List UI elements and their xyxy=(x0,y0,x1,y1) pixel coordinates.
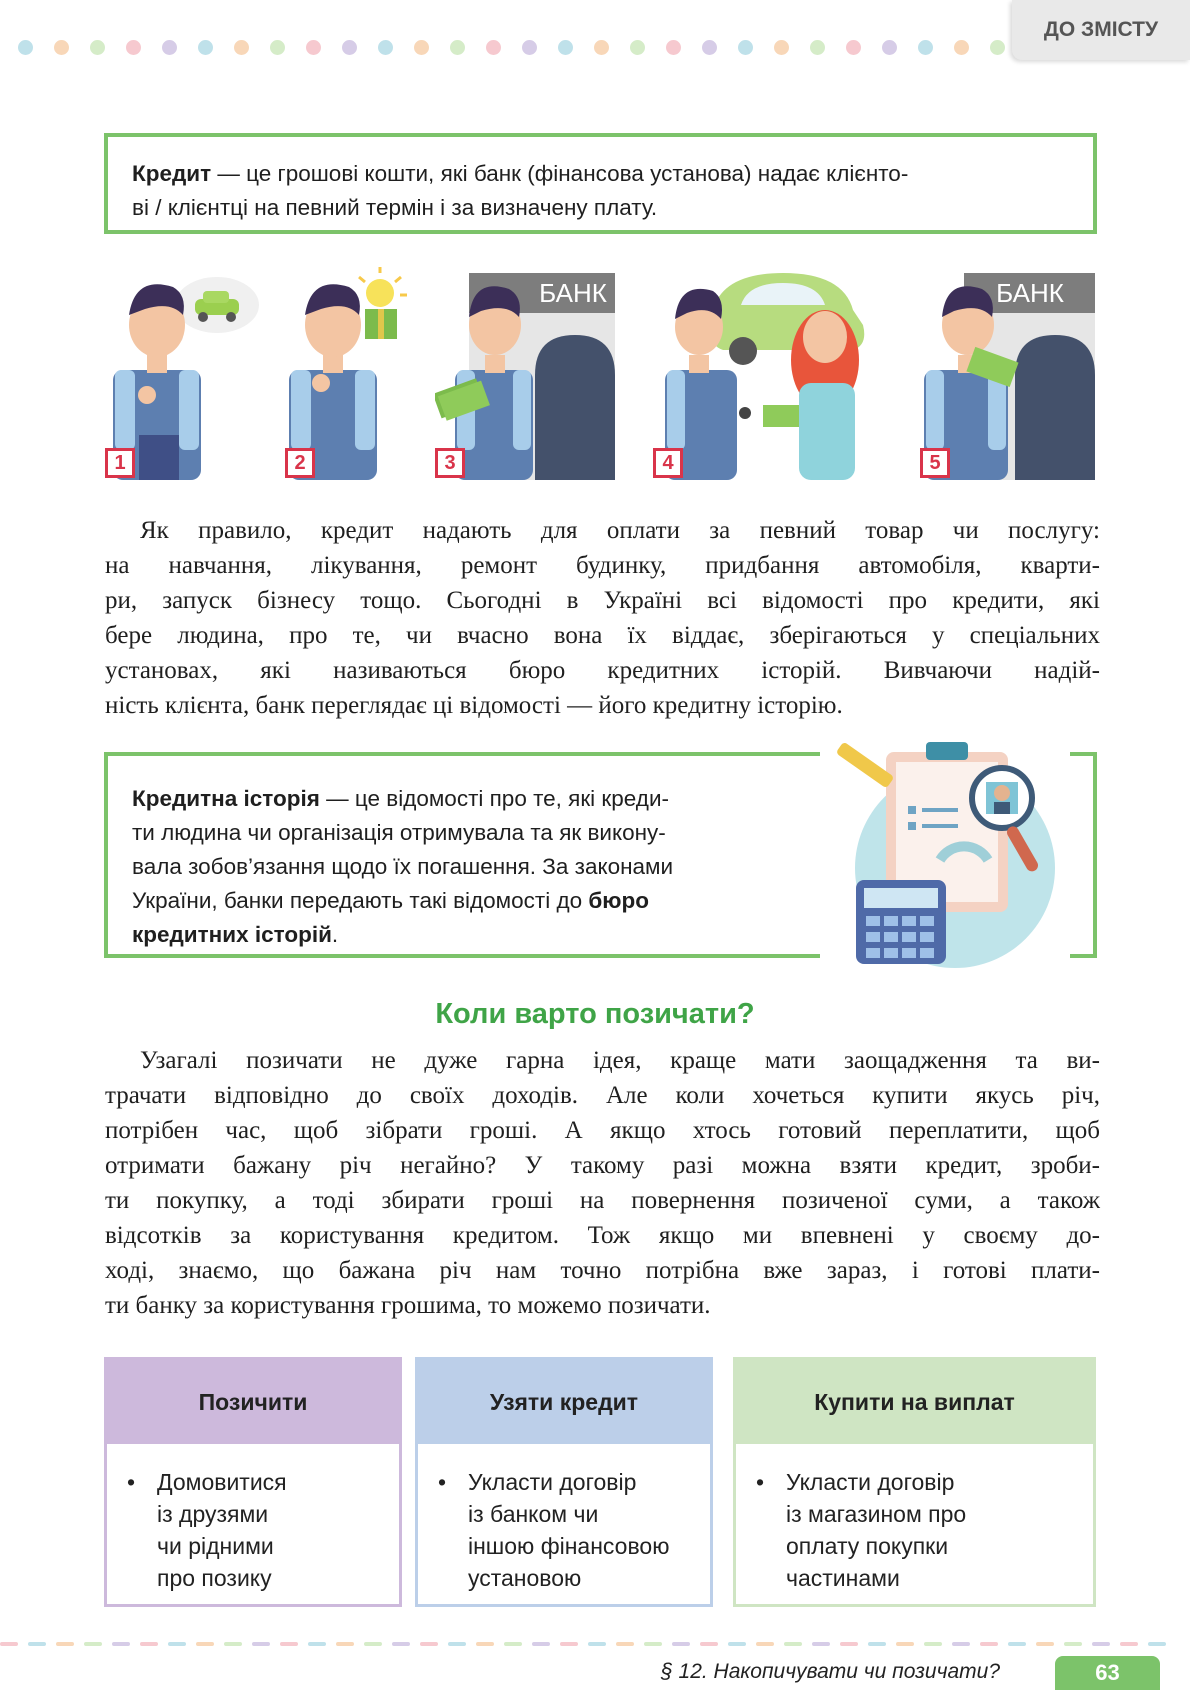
credit-report-illustration xyxy=(820,738,1070,970)
step-5-repay xyxy=(920,265,1095,480)
decor-dot xyxy=(198,40,213,55)
decor-dot xyxy=(882,40,897,55)
decor-dash xyxy=(0,1642,18,1646)
decor-dot xyxy=(594,40,609,55)
description-line: іншою фінансовою xyxy=(468,1533,670,1559)
borrowing-option-card xyxy=(104,1357,402,1607)
description-line: із магазином про xyxy=(786,1501,967,1527)
step-number: 5 xyxy=(920,448,950,478)
borrowing-option-description xyxy=(736,1444,1093,1594)
decor-dash xyxy=(28,1642,46,1646)
decor-dot xyxy=(450,40,465,55)
decor-dash xyxy=(868,1642,886,1646)
paragraph-line: Як правило, кредит надають для оплати за певний товар чи послугу: xyxy=(140,517,1100,544)
step-2-idea xyxy=(285,265,415,480)
footer-dashes-decoration xyxy=(0,1642,1190,1648)
paragraph-line: на навчання, лікування, ремонт будинку, придбання автомобіля, кварти- xyxy=(105,552,1100,579)
decor-dash xyxy=(1120,1642,1138,1646)
decor-dash xyxy=(924,1642,942,1646)
decor-dash xyxy=(616,1642,634,1646)
paragraph-line: потрібен час, щоб зібрати гроші. А якщо хтось готовий переплатити, щоб xyxy=(105,1117,1100,1144)
decor-dot xyxy=(954,40,969,55)
description-line: про позику xyxy=(157,1565,272,1591)
borrowing-option-card xyxy=(733,1357,1096,1607)
decor-dash xyxy=(252,1642,270,1646)
decor-dash xyxy=(812,1642,830,1646)
decor-dot xyxy=(126,40,141,55)
description-line: Укласти договір xyxy=(786,1469,955,1495)
decor-dot xyxy=(234,40,249,55)
step-number: 3 xyxy=(435,448,465,478)
paragraph-line: Узагалі позичати не дуже гарна ідея, краще мати заощадження та ви- xyxy=(140,1047,1100,1074)
decor-dash xyxy=(280,1642,298,1646)
decor-dash xyxy=(728,1642,746,1646)
decor-dash xyxy=(392,1642,410,1646)
borrowing-option-description xyxy=(418,1444,710,1594)
decor-dash xyxy=(896,1642,914,1646)
description-line: частинами xyxy=(786,1565,900,1591)
borrowing-option-description xyxy=(107,1444,399,1594)
description-line: Домовитися xyxy=(157,1469,287,1495)
decor-dot xyxy=(666,40,681,55)
decor-dash xyxy=(700,1642,718,1646)
decor-dot xyxy=(522,40,537,55)
decor-dash xyxy=(140,1642,158,1646)
bank-sign: БАНК xyxy=(996,278,1064,308)
car-purchase-illustration xyxy=(653,265,903,480)
decor-dash xyxy=(588,1642,606,1646)
paragraph-line: ти банку за користування грошима, то можемо позичати. xyxy=(105,1292,711,1319)
description-line: чи рідними xyxy=(157,1533,274,1559)
decor-dash xyxy=(560,1642,578,1646)
decor-dot xyxy=(18,40,33,55)
decor-dash xyxy=(1064,1642,1082,1646)
decor-dot xyxy=(486,40,501,55)
paragraph-when-to-borrow xyxy=(105,1043,1100,1323)
paragraph-line: отримати бажану річ негайно? У такому разі можна взяти кредит, зроби- xyxy=(105,1152,1100,1179)
step-3-bank xyxy=(435,265,615,480)
borrowing-option-card xyxy=(415,1357,713,1607)
decor-dash xyxy=(672,1642,690,1646)
paragraph-line: ти покупку, а тоді збирати гроші на повернення позиченої суми, а також xyxy=(105,1187,1100,1214)
paragraph-credit-usage xyxy=(105,513,1100,723)
decor-dash xyxy=(504,1642,522,1646)
decor-dash xyxy=(84,1642,102,1646)
decor-dot xyxy=(90,40,105,55)
definition-credit-term: Кредит xyxy=(132,161,212,186)
top-dots-decoration xyxy=(18,40,1028,56)
description-line: із друзями xyxy=(157,1501,269,1527)
definition-credit-history-box: Кредитна історія — це відомості про те, які креди- ти людина чи організація отримувала та як викону- вала зобов’язання щодо їх погашення. За законами України, банки передають такі відомості до бюро кредитних історій. xyxy=(104,752,1097,958)
paragraph-line: установах, які називаються бюро кредитних історій. Вивчаючи надій- xyxy=(105,657,1100,684)
step-number: 1 xyxy=(105,448,135,478)
decor-dot xyxy=(414,40,429,55)
definition-credit-line1: Кредит — це грошові кошти, які банк (фінансова установа) надає клієнто- xyxy=(132,161,909,186)
table-of-contents-button[interactable]: ДО ЗМІСТУ xyxy=(1012,0,1190,60)
decor-dash xyxy=(1036,1642,1054,1646)
description-line: із банком чи xyxy=(468,1501,599,1527)
paragraph-line: ність клієнта, банк переглядає ці відомості — його кредитну історію. xyxy=(105,692,843,719)
section-title: Коли варто позичати? xyxy=(435,998,755,1030)
step-number: 4 xyxy=(653,448,683,478)
decor-dash xyxy=(784,1642,802,1646)
decor-dash xyxy=(364,1642,382,1646)
decor-dot xyxy=(378,40,393,55)
decor-dot xyxy=(630,40,645,55)
paragraph-line: ри, запуск бізнесу тощо. Сьогодні в Україні всі відомості про кредити, які xyxy=(105,587,1100,614)
bullet-icon: • xyxy=(127,1469,136,1495)
decor-dash xyxy=(1092,1642,1110,1646)
decor-dot xyxy=(270,40,285,55)
decor-dot xyxy=(990,40,1005,55)
decor-dot xyxy=(54,40,69,55)
paragraph-line: трачати відповідно до своїх доходів. Але коли хочеться купити якусь річ, xyxy=(105,1082,1100,1109)
decor-dash xyxy=(308,1642,326,1646)
description-line: Укласти договір xyxy=(468,1469,637,1495)
paragraph-line: бере людина, про те, чи вчасно вона їх віддає, зберігаються у спеціальних xyxy=(105,622,1100,649)
decor-dash xyxy=(980,1642,998,1646)
decor-dash xyxy=(112,1642,130,1646)
description-line: установою xyxy=(468,1565,582,1591)
decor-dash xyxy=(756,1642,774,1646)
bullet-icon: • xyxy=(756,1469,765,1495)
decor-dash xyxy=(1008,1642,1026,1646)
decor-dot xyxy=(558,40,573,55)
borrowing-option-title: Купити на виплат xyxy=(736,1360,1093,1444)
footer-chapter-title: § 12. Накопичувати чи позичати? xyxy=(661,1660,1000,1683)
decor-dot xyxy=(306,40,321,55)
paragraph-line: ході, знаємо, що бажана річ нам точно потрібна вже зараз, і готові плати- xyxy=(105,1257,1100,1284)
credit-steps-illustration xyxy=(105,265,1095,480)
decor-dot xyxy=(162,40,177,55)
definition-credit-box xyxy=(104,133,1097,234)
decor-dash xyxy=(420,1642,438,1646)
decor-dash xyxy=(532,1642,550,1646)
decor-dot xyxy=(810,40,825,55)
definition-credit-line2: ві / клієнтці на певний термін і за визначену плату. xyxy=(132,195,658,220)
paragraph-line: відсотків за користування кредитом. Тож якщо ми впевнені у своєму до- xyxy=(105,1222,1100,1249)
decor-dash xyxy=(644,1642,662,1646)
bank-sign: БАНК xyxy=(539,278,607,308)
decor-dash xyxy=(336,1642,354,1646)
step-4-car-purchase xyxy=(653,265,903,480)
decor-dash xyxy=(476,1642,494,1646)
decor-dash xyxy=(1148,1642,1166,1646)
decor-dash xyxy=(952,1642,970,1646)
borrowing-option-title: Узяти кредит xyxy=(418,1360,710,1444)
decor-dot xyxy=(738,40,753,55)
page-number: 63 xyxy=(1055,1656,1160,1690)
step-number: 2 xyxy=(285,448,315,478)
decor-dash xyxy=(448,1642,466,1646)
decor-dot xyxy=(702,40,717,55)
decor-dash xyxy=(168,1642,186,1646)
description-line: оплату покупки xyxy=(786,1533,949,1559)
decor-dash xyxy=(196,1642,214,1646)
decor-dot xyxy=(774,40,789,55)
decor-dot xyxy=(846,40,861,55)
decor-dot xyxy=(918,40,933,55)
bullet-icon: • xyxy=(438,1469,447,1495)
decor-dash xyxy=(56,1642,74,1646)
definition-history-term: Кредитна історія xyxy=(132,786,320,811)
decor-dot xyxy=(342,40,357,55)
decor-dash xyxy=(840,1642,858,1646)
borrowing-option-title: Позичити xyxy=(107,1360,399,1444)
step-1-thinking xyxy=(105,265,265,480)
decor-dash xyxy=(224,1642,242,1646)
